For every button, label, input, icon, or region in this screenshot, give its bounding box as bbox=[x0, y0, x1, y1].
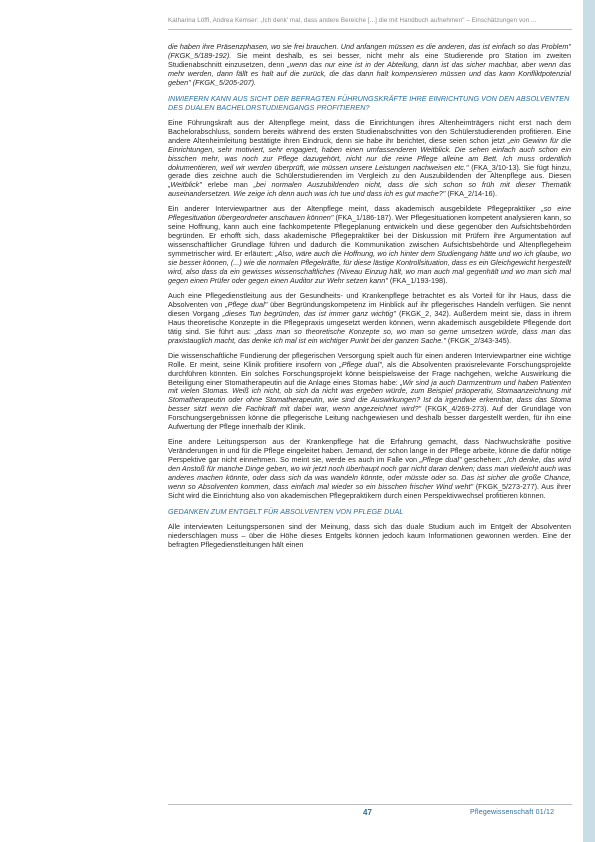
quote: „so eine Pflegesituation übergeordneter anschauen können" bbox=[168, 204, 571, 223]
paragraph: Auch eine Pflegedienstleitung aus der Gesundheits- und Krankenpflege betrachtet es als Vorteil für ihr Haus, dass die Absolventen von „Pflege dual" über Begründungskompetenz im Hinblick auf ihr pflegerisches Handeln verfügen. Sie nennt diesen Vorgang „dieses Tun begründen, das ist immer ganz wichtig" (FKGK_2, 342). Außerdem meint sie, dass in ihrem Haus theoretische Konzepte in die Pflegepraxis umgesetzt werden können, wenn akademisch ausgebildete Pflegende dort tätig sind. Sie führt aus: „dass man so theoretische Konzepte so, wo man so gerne umsetzen würde, dass man das praxistauglich macht, das denke ich mal ist ein wichtiger Punkt bei der ganzen Sache." (FKGK_2/343-345). bbox=[168, 290, 572, 345]
paragraph: Die wissenschaftliche Fundierung der pflegerischen Versorgung spielt auch für einen anderen Interviewpartner eine wichtige Rolle. Er meint, seine Klinik profitiere insofern von „Pflege dual", als die Absolventen praxisrelevante Forschungsprojekte durchführen könnten. Ein solches Forschungsprojekt könne beispielsweise der Frage nachgehen, welche Auswirkung die Beteiligung einer Stomatherapeutin auf die Anlage eines Stomas habe: „Wir sind ja auch Darmzentrum und haben Patienten mit vielen Stomas. Weiß ich nicht, ob sich da nicht was ergeben würde, zum Beispiel präoperativ, Stomaanzeichnung mit Stomatherapeutin oder ohne Stomatherapeutin, wie sind die Auswirkungen? Ist da irgendwie erkennbar, dass das Stoma besser sitzt wenn die Fachkraft mit dabei war, wenn angezeichnet wird?" (FKGK_4/269-273). Auf der Grundlage von Forschungsergebnissen könne die pflegerische Leitung nachgewiesen und deshalb besser dargestellt werden, für ihn eine Aufwertung der Pflege innerhalb der Klinik. bbox=[168, 350, 571, 432]
footer-rule bbox=[168, 804, 572, 805]
paragraph: Ein anderer Interviewpartner aus der Altenpflege meint, dass akademisch ausgebildete Pflegepraktiker „so eine Pflegesituation übergeordneter anschauen können" (FKA_1/186-187). Wer Pflegesituationen kompetent analysieren kann, so seine Hoffnung, kann auch eine fachkompetente Pflegeplanung entwickeln und diese gegenüber den Aufsichtsbehörden begründen. Er erhofft sich, dass akademische Pflegepraktiker bei der Diskussion mit Prüfern ihre Argumentation auf wissenschaftlicher Grundlage führen und dadurch die Kommunikation zwischen Aufsichtsbehörde und Altenpflegeheim symmetrischer wird. Er erläutert: „Also, wäre auch die Hoffnung, wo ich hinter dem Studiengang hätte und wo ich glaube, wo sie besser können, (...) wie die normalen Pflegekräfte, für diese lästige Kontrollsituation, dass es ein Gleichgewicht hergestellt wird, also dass da ein gewisses wissenschaftliches (Niveau Einzug hält, wo man auch mal gegenhält und wo man sich mal gegen einen Prüfer oder gegen einen Auditor zur Wehr setzen kann" (FKA_1/193-198). bbox=[168, 204, 571, 285]
quote: „Also, wäre auch die Hoffnung, wo ich hinter dem Studiengang hätte und wo ich glaube, wo sie besser können, (...) wie die normalen Pflegekräfte, für diese lästige Kontrollsituation, dass es ein Gleichgewicht hergestellt wird, also dass da ein gewisses wissenschaftliches (Niveau Einzug hält, wo man auch mal gegenhält und wo man sich mal gegen einen Prüfer oder gegen einen Auditor zur Wehr setzen kann" bbox=[168, 249, 571, 285]
paragraph: Alle interviewten Leitungspersonen sind der Meinung, dass sich das duale Studium auch im Entgelt der Absolventen niederschlagen muss – über die Höhe dieses Entgelts können jedoch kaum Informationen gewonnen werden. Eine der befragten Pflegedienstleitungen hält einen bbox=[168, 521, 571, 549]
quote: „Ich denke, das wird den Anstoß für manche Dinge geben, wo wir jetzt noch überhaupt noch gar nicht daran denken; dass man vielleicht auch was anderes machen könnte, oder dass sich da was wandeln könnte, oder müsste oder so. Das ist sicher die große Chance, wenn so Absolventen kommen, dass einfach mal wieder so ein bisschen frischer Wind weht" bbox=[168, 455, 571, 491]
header-rule bbox=[168, 29, 572, 30]
quote: „Pflege dual" bbox=[419, 455, 462, 465]
page-number: 47 bbox=[363, 808, 372, 817]
running-head: Katharina Löffl, Andrea Kemser: „Ich denk' mal, dass andere Bereiche [...] die mit Handbuch aufnehmen" – Einschätzungen von ... bbox=[168, 17, 537, 24]
quote: „Wir sind ja auch Darmzentrum und haben Patienten mit vielen Stomas. Weiß ich nicht, ob sich da nicht was ergeben würde, zum Beispiel präoperativ, Stomaanzeichnung mit Stomatherapeutin oder ohne Stomatherapeutin, wie sind die Auswirkungen? Ist da irgendwie erkennbar, dass das Stoma besser sitzt wenn die Fachkraft mit dabei war, wenn angezeichnet wird?" bbox=[168, 377, 571, 414]
sidebar-stripe bbox=[583, 0, 595, 842]
quote: „Pflege dual" bbox=[339, 359, 382, 369]
quote: „Weitblick" bbox=[168, 180, 202, 190]
article-body bbox=[168, 43, 571, 556]
paragraph-intro: die haben ihre Präsenzphasen, wo sie frei brauchen. Und anfangen müssen es die anderen, das ist einfach so das Problem" (FKGK_5/189-192). Sie meint deshalb, es sei besser, nicht mehr als eine Studierende pro Station im zweiten Studienabschnitt einzusetzen, denn „wenn das nur eine ist in der Abteilung, dann ist das sicher machbar, aber wenn das mehr werden, dann fällt es halt auf die zurück, die das dann halt kompensieren müssen und das kann Konfliktpotenzial geben" (FKGK_5/205-207). bbox=[168, 42, 571, 87]
quote: „Pflege dual" bbox=[225, 299, 268, 309]
quote: „dass man so theoretische Konzepte so, wo man so gerne umsetzen würde, dass man das praxistauglich macht, das denke ich mal ist ein wichtiger Punkt bei der ganzen Sache." bbox=[168, 326, 571, 345]
paragraph: Eine andere Leitungsperson aus der Krankenpflege hat die Erfahrung gemacht, dass Nachwuchskräfte positive Veränderungen in und für die Pflege eingeleitet haben. Jemand, der schon lange in der Pflege arbeite, könne die dafür nötige Perspektive gar nicht einnehmen. So meint sie, werde es auch im Falle von „Pflege dual" geschehen: „Ich denke, das wird den Anstoß für manche Dinge geben, wo wir jetzt noch überhaupt noch gar nicht daran denken; dass man vielleicht auch was anderes machen könnte, oder dass sich da was wandeln könnte, oder müsste oder so. Das ist sicher die große Chance, wenn so Absolventen kommen, dass einfach mal wieder so ein bisschen frischer Wind weht" (FKGK_5/273-277). Aus ihrer Sicht wird die Einrichtung also von akademischen Pflegepraktikern durch einen Perspektivwechsel profitieren können. bbox=[168, 437, 571, 500]
journal-reference: Pflegewissenschaft 01/12 bbox=[470, 809, 555, 816]
section-heading-profit: INWIEFERN KANN AUS SICHT DER BEFRAGTEN FÜHRUNGSKRÄFTE IHRE EINRICHTUNG VON DEN ABSOLVENTEN DES DUALEN BACHELORSTUDIENGANGS PROFITIEREN? bbox=[168, 93, 570, 112]
quote: „ein Gewinn für die Einrichtungen, sehr motiviert, sehr engagiert, haben einen umfassenderen Weitblick. Die sehen einfach auch schon ein bisschen mehr, was noch zur Pflege dazugehört, nicht nur die reine Pflege alleine am Bett. Ich muss ordentlich dokumentieren, weil wir werden überprüft, wie müssen unsere Leistungen nachweisen etc." bbox=[168, 135, 571, 172]
paragraph: Eine Führungskraft aus der Altenpflege meint, dass die Einrichtungen ihres Altenheimträgers nicht erst nach dem Bachelorabschluss, sondern bereits während des ersten Studienabschnittes von den Schülerstudierenden profitieren. Eine andere Altenheimleitung bestätigte ihren Eindruck, denn sie habe ihr berichtet, diese seien schon jetzt „ein Gewinn für die Einrichtungen, sehr motiviert, sehr engagiert, haben einen umfassenderen Weitblick. Die sehen einfach auch schon ein bisschen mehr, was noch zur Pflege dazugehört, nicht nur die reine Pflege alleine am Bett. Ich muss ordentlich dokumentieren, weil wir werden überprüft, wie müssen unsere Leistungen nachweisen etc." (FKA_3/10-13). Sie fügt hinzu, gerade dies zeichne auch die Schülerstudierenden im Vergleich zu den Auszubildenden der Altenpflege aus. Diesen „Weitblick" erlebe man „bei normalen Auszubildenden nicht, dass die sich schon so früh mit dieser Thematik auseinandersetzen. Wie zeige ich denn auch was ich tue und dass ich es gut mache?" (FKA_2/14-16). bbox=[168, 117, 571, 199]
quote: „bei normalen Auszubildenden nicht, dass die sich schon so früh mit dieser Thematik auseinandersetzen. Wie zeige ich denn auch was ich tue und dass ich es gut mache?" bbox=[168, 180, 571, 199]
quote: die haben ihre Präsenzphasen, wo sie frei brauchen. Und anfangen müssen es die anderen, das ist einfach so das Problem" (FKGK_5/189-192). bbox=[168, 42, 571, 60]
quote: „wenn das nur eine ist in der Abteilung, dann ist das sicher machbar, aber wenn das mehr werden, dann fällt es halt auf die zurück, die das dann halt kompensieren müssen und das kann Konfliktpotenzial geben" (FKGK_5/205-207). bbox=[168, 59, 571, 87]
section-heading-salary: GEDANKEN ZUM ENTGELT FÜR ABSOLVENTEN VON PFLEGE DUAL bbox=[168, 506, 404, 516]
quote: „dieses Tun begründen, das ist immer ganz wichtig" bbox=[222, 308, 396, 318]
